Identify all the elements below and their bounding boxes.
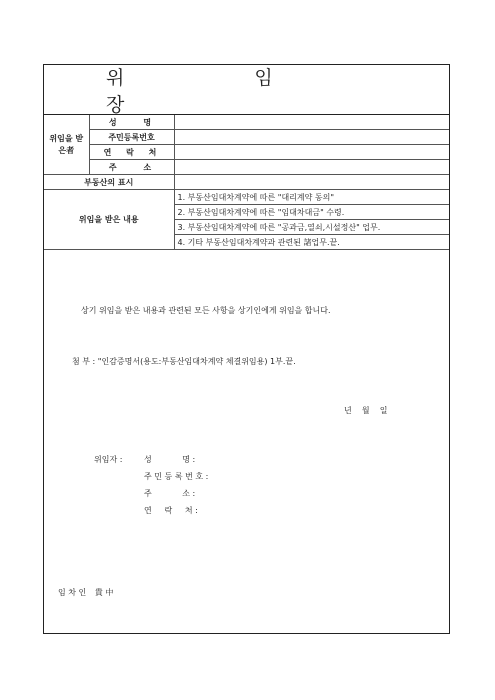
address-label: 주 소: [89, 160, 174, 175]
recipient-name: 임 차 인: [58, 588, 87, 597]
contact-label: 연 락 처: [89, 145, 174, 160]
recipient-suffix: 貴 中: [94, 588, 114, 597]
delegator-resident-number: 주 민 등 록 번 호 :: [144, 472, 209, 481]
content-item: 3. 부동산임대차계약에 따른 "공과금,열쇠,시설정산" 업무.: [174, 220, 449, 235]
property-field[interactable]: [174, 175, 449, 190]
name-field[interactable]: [174, 115, 449, 130]
delegation-form-table: [44, 115, 449, 250]
content-label: 위임을 받은 내용: [44, 190, 174, 250]
delegate-label: 위임을 받은者: [44, 115, 89, 175]
document-frame: [43, 64, 450, 634]
delegator-address: 주 소 :: [144, 489, 196, 498]
address-field[interactable]: [174, 160, 449, 175]
content-item: 1. 부동산임대차계약에 따른 "대리계약 동의": [174, 190, 449, 205]
resident-number-field[interactable]: [174, 130, 449, 145]
content-item: 2. 부동산임대차계약에 따른 "임대차대금" 수령.: [174, 205, 449, 220]
date-line: 년 월 일: [344, 406, 388, 415]
page-title: 위 임 장: [44, 65, 449, 115]
statement-text: 상기 위임을 받은 내용과 관련된 모든 사항을 상기인에게 위임을 합니다.: [81, 306, 331, 315]
attachment-text: 첨 부 : "인감증명서(용도:부동산임대차계약 체결위임용) 1부.끝.: [72, 357, 296, 366]
name-label: 성 명: [89, 115, 174, 130]
delegator-contact: 연 락 처 :: [144, 506, 198, 515]
delegator-name: 성 명 :: [144, 455, 196, 464]
resident-number-label: 주민등록번호: [89, 130, 174, 145]
recipient-label: [58, 587, 113, 598]
property-label: 부동산의 표시: [44, 175, 174, 190]
contact-field[interactable]: [174, 145, 449, 160]
content-item: 4. 기타 부동산임대차계약과 관련된 諸업무.끝.: [174, 235, 449, 250]
delegator-label: 위임자 :: [94, 455, 123, 464]
